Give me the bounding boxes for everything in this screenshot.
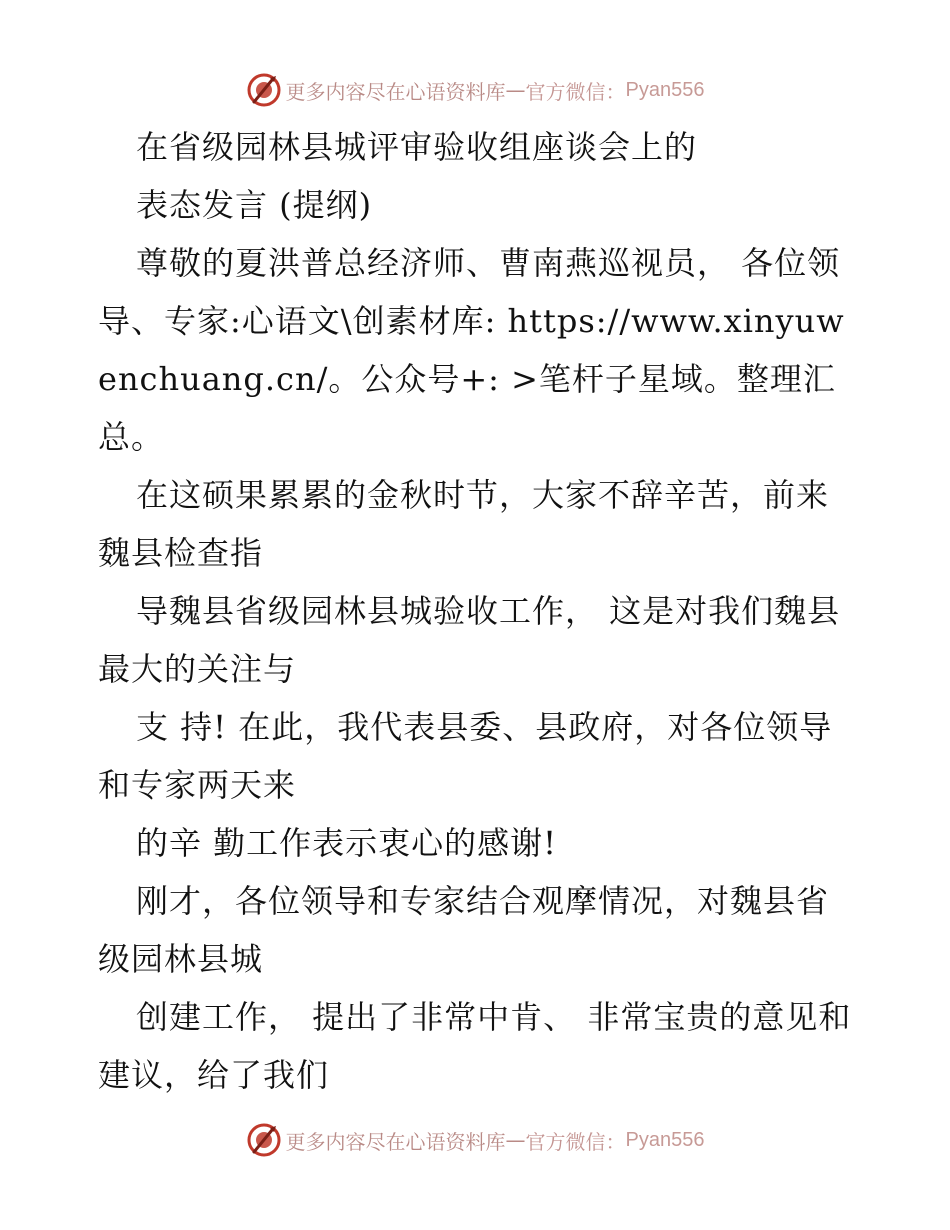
footer-brand-text: 更多内容尽在心语资料库 <box>285 1129 506 1154</box>
header-watermark-banner <box>0 70 950 110</box>
document-paragraph: 尊敬的夏洪普总经济师、曹南燕巡视员， 各位领导、专家:心语文\创素材库: https://www.xinyuwenchuang.cn/。公众号+: >笔杆子星域。整理汇总。 <box>98 244 845 456</box>
document-paragraph: 表态发言 (提纲) <box>136 186 373 224</box>
footer-wechat-handle: Pyan556 <box>625 1128 705 1151</box>
document-paragraph: 在省级园林县城评审验收组座谈会上的 <box>136 128 698 166</box>
document-paragraph: 在这硕果累累的金秋时节，大家不辞辛苦，前来魏县检查指 <box>98 476 830 572</box>
document-paragraph: 支 持! 在此，我代表县委、县政府，对各位领导和专家两天来 <box>98 708 833 804</box>
header-separator: — <box>505 78 526 102</box>
brand-logo-icon <box>246 72 282 108</box>
document-paragraph: 导魏县省级园林县城验收工作， 这是对我们魏县最大的关注与 <box>98 592 841 688</box>
brand-logo-icon <box>246 1122 282 1158</box>
header-wechat-label: 官方微信： <box>525 79 626 104</box>
document-paragraph: 刚才，各位领导和专家结合观摩情况，对魏县省级园林县城 <box>98 882 830 978</box>
footer-wechat-label: 官方微信： <box>525 1129 626 1154</box>
document-paragraph: 创建工作， 提出了非常中肯、 非常宝贵的意见和建议，给了我们 <box>98 998 852 1094</box>
header-wechat-handle: Pyan556 <box>625 78 705 101</box>
header-brand-text: 更多内容尽在心语资料库 <box>285 79 506 104</box>
footer-separator: — <box>505 1128 526 1152</box>
document-body <box>98 118 858 1104</box>
document-paragraph: 的辛 勤工作表示衷心的感谢! <box>136 824 558 862</box>
footer-watermark-banner <box>0 1120 950 1160</box>
